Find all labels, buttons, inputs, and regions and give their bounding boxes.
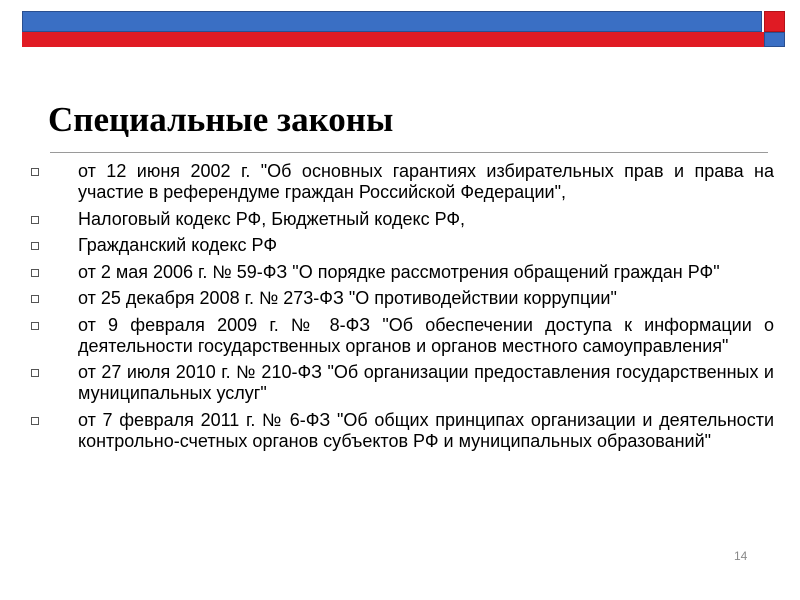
list-item-text: от 12 июня 2002 г. "Об основных гарантиях избирательных прав и права на участие в референдуме граждан Российской Федерации", xyxy=(78,161,774,202)
page-number: 14 xyxy=(734,549,748,563)
title-divider xyxy=(50,152,768,153)
list-item xyxy=(30,161,774,203)
slide-title: Специальные законы xyxy=(48,100,394,139)
header-red-square xyxy=(764,11,785,32)
header-red-bar xyxy=(22,32,764,47)
list-item xyxy=(30,315,774,357)
square-bullet-icon xyxy=(31,168,39,176)
square-bullet-icon xyxy=(31,322,39,330)
list-item xyxy=(30,235,774,256)
square-bullet-icon xyxy=(31,295,39,303)
square-bullet-icon xyxy=(31,242,39,250)
square-bullet-icon xyxy=(31,269,39,277)
list-item-text: от 25 декабря 2008 г. № 273-ФЗ "О противодействии коррупции" xyxy=(78,288,617,308)
list-item-text: Налоговый кодекс РФ, Бюджетный кодекс РФ, xyxy=(78,208,466,229)
header-blue-bar xyxy=(22,11,762,32)
list-item-text: от 27 июля 2010 г. № 210-ФЗ "Об организации предоставления государственных и муниципальных услуг" xyxy=(78,362,774,403)
square-bullet-icon xyxy=(31,216,39,224)
list-item xyxy=(30,209,774,230)
list-item-text: от 9 февраля 2009 г. № 8-ФЗ "Об обеспечении доступа к информации о деятельности государственных органов и органов местного самоуправления" xyxy=(78,314,774,356)
list-item xyxy=(30,362,774,404)
law-list xyxy=(30,161,774,457)
square-bullet-icon xyxy=(31,417,39,425)
square-bullet-icon xyxy=(31,369,39,377)
list-item xyxy=(30,288,774,309)
list-item-text: от 7 февраля 2011 г. № 6-ФЗ "Об общих принципах организации и деятельности контрольно-счетных органов субъектов РФ и муниципальных образований" xyxy=(78,409,774,451)
list-item-text: от 2 мая 2006 г. № 59-ФЗ "О порядке рассмотрения обращений граждан РФ" xyxy=(78,261,720,282)
list-item xyxy=(30,410,774,452)
header-blue-square xyxy=(764,32,785,47)
list-item-text: Гражданский кодекс РФ xyxy=(78,235,278,255)
list-item xyxy=(30,262,774,283)
